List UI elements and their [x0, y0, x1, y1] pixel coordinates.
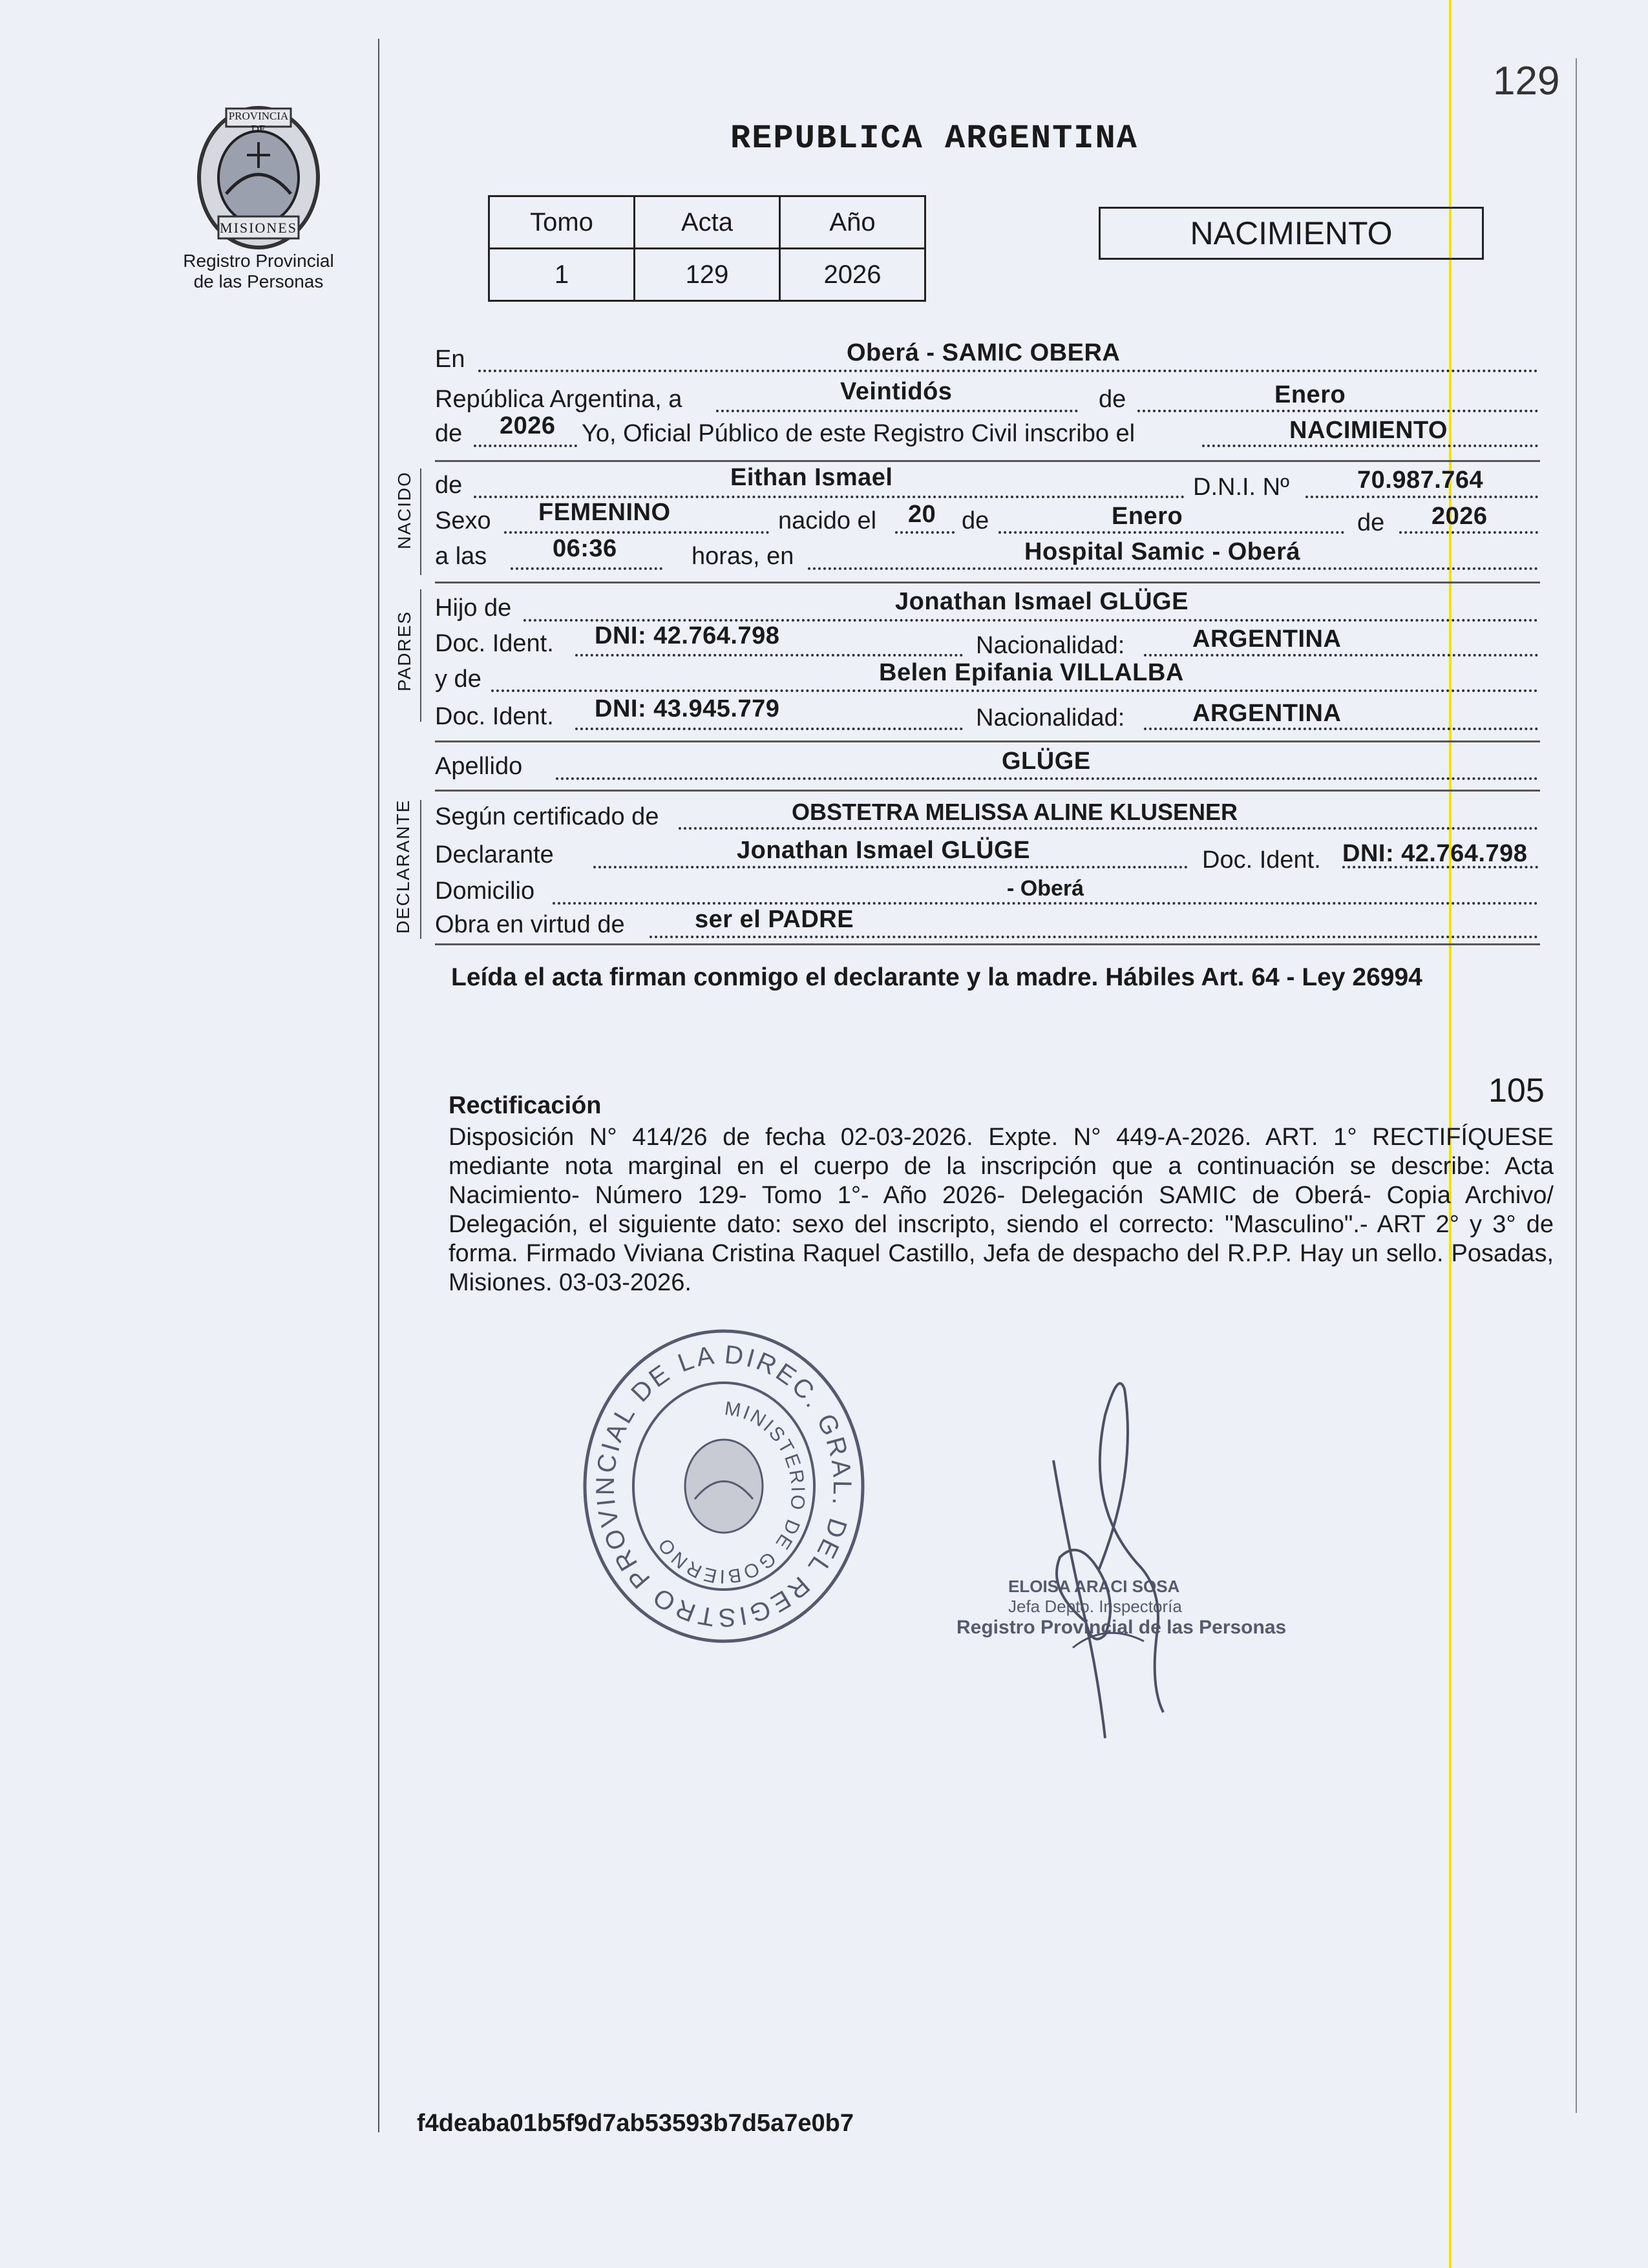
cert-dotline — [679, 827, 1538, 830]
inscribo-text: Yo, Oficial Público de este Registro Civil inscribo el — [582, 420, 1136, 447]
document-hash: f4deaba01b5f9d7ab53593b7d5a7e0b7 — [417, 2110, 854, 2137]
table-header-tomo: Tomo — [489, 196, 635, 249]
nacido-de-label: de — [435, 472, 463, 499]
declarante-bracket — [420, 800, 421, 939]
birthday-dotline — [895, 531, 955, 534]
seal-inner-text: MINISTERIO DE GOBIERNO — [653, 1398, 809, 1588]
table-header-ano: Año — [780, 196, 925, 249]
obra-label: Obra en virtud de — [435, 911, 625, 938]
day-words-value: Veintidós — [840, 378, 953, 405]
birthmonth-dotline — [998, 531, 1344, 534]
sexo-label: Sexo — [435, 507, 491, 534]
official-seal — [575, 1325, 872, 1648]
logo-text-bottom: MISIONES — [220, 220, 297, 236]
province-coat-of-arms — [187, 97, 330, 258]
section-label-padres: PADRES — [394, 610, 414, 691]
table-value-tomo: 1 — [489, 249, 635, 301]
father-dotline — [523, 619, 1538, 622]
y-de-label: y de — [435, 666, 481, 693]
right-margin-rule — [1576, 58, 1577, 2113]
section-rule-5 — [435, 943, 1540, 945]
section-rule-3 — [435, 740, 1540, 742]
month-value: Enero — [1274, 381, 1346, 408]
mother-dotline — [491, 689, 1538, 692]
handwritten-signature — [1008, 1376, 1176, 1751]
stamp-role: Jefa Depto. Inspectoría — [1008, 1597, 1182, 1616]
registry-name — [168, 251, 349, 292]
sexo-value: FEMENINO — [538, 499, 671, 526]
logo-text-top: PROVINCIA DE — [228, 110, 289, 135]
mother-nat-value: ARGENTINA — [1192, 700, 1342, 727]
de-label-2: de — [435, 420, 463, 447]
section-rule-4 — [435, 790, 1540, 792]
time-dotline — [511, 567, 662, 570]
seal-outer-text: DIREC. GRAL. DEL REGISTRO PROVINCIAL DE LA — [591, 1340, 857, 1632]
child-dni-value: 70.987.764 — [1357, 467, 1484, 494]
name-dotline — [474, 496, 1185, 498]
republica-label: República Argentina, a — [435, 386, 682, 413]
nacido-el-label: nacido el — [778, 507, 877, 534]
child-name-value: Eithan Ismael — [730, 464, 893, 491]
birth-month-value: Enero — [1112, 503, 1183, 530]
stamp-org: Registro Provincial de las Personas — [956, 1617, 1287, 1638]
declarante-doc-dotline — [1342, 866, 1538, 868]
father-doc-label: Doc. Ident. — [435, 630, 554, 657]
month-dotline — [1137, 410, 1538, 412]
declarante-name-value: Jonathan Ismael GLÜGE — [737, 837, 1030, 864]
year-dotline — [474, 445, 577, 447]
republica-dotline — [716, 410, 1078, 412]
mother-nat-dotline — [1144, 728, 1538, 730]
year-value: 2026 — [500, 412, 556, 439]
section-rule-2 — [435, 582, 1540, 583]
obra-dotline — [650, 936, 1538, 938]
father-nat-label: Nacionalidad: — [976, 632, 1125, 659]
mother-doc-dotline — [575, 728, 963, 730]
declarante-doc-label: Doc. Ident. — [1202, 846, 1321, 874]
domicilio-label: Domicilio — [435, 877, 535, 905]
registry-line-1: Registro Provincial — [183, 251, 334, 271]
section-rule-1 — [435, 460, 1540, 462]
acttype-dotline — [1202, 445, 1538, 447]
cert-label: Según certificado de — [435, 803, 659, 830]
father-doc-dotline — [575, 654, 963, 656]
place-value: Oberá - SAMIC OBERA — [847, 339, 1121, 366]
birth-year-value: 2026 — [1431, 503, 1488, 530]
apellido-dotline — [556, 777, 1538, 780]
section-label-declarante: DECLARANTE — [393, 799, 413, 934]
horas-en-label: horas, en — [692, 543, 794, 570]
de-label-1: de — [1099, 386, 1126, 413]
cert-value: OBSTETRA MELISSA ALINE KLUSENER — [792, 799, 1238, 825]
father-doc-value: DNI: 42.764.798 — [595, 622, 780, 649]
mother-doc-value: DNI: 43.945.779 — [595, 695, 780, 722]
birthyear-dotline — [1399, 531, 1538, 534]
hospital-dotline — [808, 567, 1538, 570]
sexo-dotline — [504, 531, 769, 534]
rectification-title: Rectificación — [449, 1092, 602, 1119]
section-label-nacido: NACIDO — [394, 471, 414, 549]
closing-text: Leída el acta firman conmigo el declarante y la madre. Hábiles Art. 64 - Ley 26994 — [451, 963, 1422, 991]
a-las-label: a las — [435, 543, 487, 570]
obra-value: ser el PADRE — [695, 906, 854, 933]
domicilio-value: - Oberá — [1007, 876, 1084, 901]
nacido-bracket — [420, 468, 421, 575]
declarante-doc-value: DNI: 42.764.798 — [1342, 840, 1528, 867]
registry-line-2: de las Personas — [193, 271, 324, 291]
table-header-acta: Acta — [635, 196, 780, 249]
table-value-acta: 129 — [635, 249, 780, 301]
table-value-ano: 2026 — [780, 249, 925, 301]
hijo-de-label: Hijo de — [435, 594, 512, 622]
hospital-value: Hospital Samic - Oberá — [1024, 538, 1301, 565]
de-label-4: de — [1357, 509, 1385, 536]
country-title: REPUBLICA ARGENTINA — [730, 120, 1138, 158]
en-dotline — [478, 370, 1538, 372]
father-name-value: Jonathan Ismael GLÜGE — [895, 588, 1188, 615]
de-label-3: de — [962, 507, 989, 534]
stamp-name: ELOISA ARACI SOSA — [1008, 1577, 1180, 1596]
dni-label: D.N.I. Nº — [1193, 474, 1289, 501]
declarante-dotline — [593, 866, 1188, 868]
left-margin-rule — [378, 39, 379, 2132]
domicilio-dotline — [553, 902, 1538, 905]
act-type-label: NACIMIENTO — [1190, 215, 1393, 251]
mother-doc-label: Doc. Ident. — [435, 703, 554, 730]
tomo-acta-ano-table — [488, 195, 926, 302]
apellido-label: Apellido — [435, 753, 523, 780]
dni-dotline — [1305, 496, 1538, 498]
apellido-value: GLÜGE — [1002, 748, 1091, 775]
declarante-label: Declarante — [435, 841, 554, 868]
padres-bracket — [420, 589, 421, 722]
act-type-box — [1099, 207, 1484, 260]
rectification-body: Disposición N° 414/26 de fecha 02-03-2026. Expte. N° 449-A-2026. ART. 1° RECTIFÍQUESE mediante nota marginal en el cuerpo de la inscripción que a continuación se describe: Acta Nacimiento- Número 129- Tomo 1°- Año 2026- Delegación SAMIC de Oberá- Copia Archivo/ Delegación, el siguiente dato: sexo del inscripto, siendo el correcto: "Masculino".- ART 2° y 3° de forma. Firmado Viviana Cristina Raquel Castillo, Jefa de despacho del R.P.P. Hay un sello. Posadas, Misiones. 03-03-2026. — [449, 1124, 1554, 1296]
en-label: En — [435, 346, 465, 373]
rectification-number: 105 — [1488, 1072, 1545, 1109]
father-nat-dotline — [1144, 654, 1538, 656]
birth-day-value: 20 — [908, 501, 936, 528]
page-number: 129 — [1493, 59, 1560, 103]
mother-nat-label: Nacionalidad: — [976, 704, 1125, 731]
birth-time-value: 06:36 — [553, 535, 617, 562]
mother-name-value: Belen Epifania VILLALBA — [879, 659, 1184, 686]
father-nat-value: ARGENTINA — [1192, 625, 1342, 653]
act-type-value: NACIMIENTO — [1289, 417, 1448, 444]
